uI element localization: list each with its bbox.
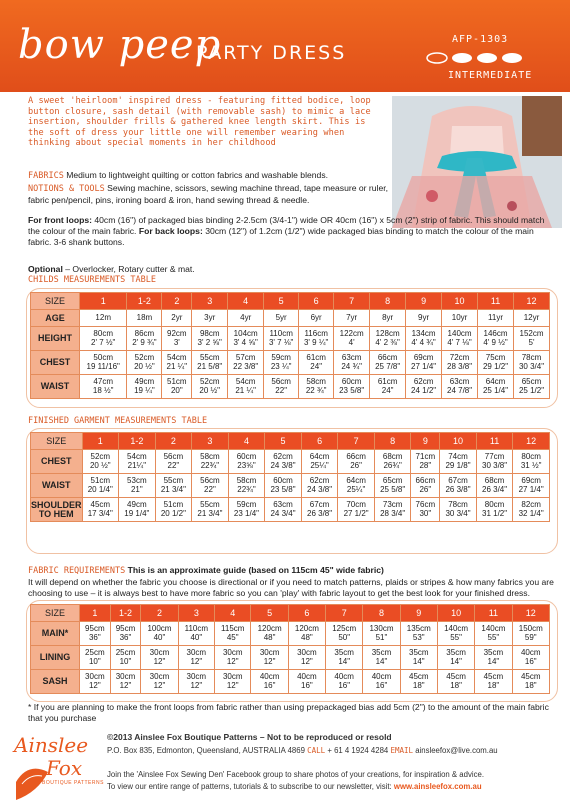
row-label: MAIN*: [31, 622, 80, 646]
table-cell: 76cm 30": [411, 498, 440, 522]
table-cell: 56cm 22": [192, 474, 229, 498]
size-header-cell: 5: [265, 433, 302, 450]
row-label: AGE: [31, 310, 80, 327]
table-cell: 59cm 23 ¼": [264, 351, 299, 375]
table-cell: 63cm 24 ¾": [334, 351, 370, 375]
table-cell: 45cm 17 3/4": [82, 498, 119, 522]
table-cell: 64cm 25 1/4": [478, 375, 514, 399]
front-loops-text: 40cm (16") of packaged bias binding 2-2.5cm (3/4-1") wide OR 40cm (16") x 5cm (2") strip of fabric. This should match the colour of the main fabric.: [28, 215, 545, 236]
size-header-label: SIZE: [31, 293, 80, 310]
table-cell: 40cm 16": [288, 670, 325, 694]
fabrics-label: FABRICS: [28, 171, 64, 181]
size-header-row: [31, 433, 550, 450]
table-cell: 78cm 30 3/4": [440, 498, 477, 522]
table-cell: 128cm 4' 2 ⅜": [370, 327, 406, 351]
table-cell: 75cm 29 1/2": [478, 351, 514, 375]
table-cell: 116cm 3' 9 ¼": [299, 327, 334, 351]
size-header-cell: 12: [512, 605, 549, 622]
email: ainsleefox@live.com.au: [415, 746, 498, 755]
table-cell: 95cm 36": [110, 622, 141, 646]
size-header-cell: 9: [406, 293, 442, 310]
notions-block: [28, 183, 398, 206]
size-header-cell: 1-2: [119, 433, 156, 450]
table-cell: 63cm 24 7/8": [442, 375, 478, 399]
table-cell: 110cm 40": [178, 622, 214, 646]
finished-table: [30, 432, 550, 522]
front-loops-label: For front loops:: [28, 215, 92, 225]
table-cell: 9yr: [406, 310, 442, 327]
pattern-title: bow peep: [18, 22, 222, 68]
table-cell: 58cm 22 ¾": [299, 375, 334, 399]
table-cell: 69cm 27 1/4": [406, 351, 442, 375]
fabric-req-block: [28, 565, 558, 599]
row-label: CHEST: [31, 450, 83, 474]
table-cell: 152cm 5': [514, 327, 550, 351]
size-header-cell: 10: [437, 605, 474, 622]
table-cell: 98cm 3' 2 ⅝": [192, 327, 228, 351]
intro-text: A sweet 'heirloom' inspired dress - featuring fitted bodice, loop button closure, sash detail (with removable sash) to mimic a lace insertion, shoulder frills & gathered knee length skirt. This is the soft of dress your little one will remember wearing when thinking about special moments in her childhood: [28, 96, 371, 149]
table-cell: 30cm 12": [178, 670, 214, 694]
table-cell: 73cm 28 3/4": [374, 498, 411, 522]
fabric-req-heading: This is an approximate guide (based on 115cm 45" wide fabric): [127, 565, 384, 575]
size-header-cell: 2: [155, 433, 192, 450]
table-cell: 78cm 30 3/4": [514, 351, 550, 375]
website-line: [107, 782, 562, 791]
table-cell: 30cm 12": [110, 670, 141, 694]
fabrics-line: [28, 170, 388, 182]
website-link[interactable]: www.ainsleefox.com.au: [393, 782, 482, 791]
table-cell: 4yr: [228, 310, 264, 327]
table-cell: 51cm 20 1/2": [155, 498, 192, 522]
table-cell: 61cm 24": [370, 375, 406, 399]
size-header-cell: 4: [215, 605, 251, 622]
table-cell: 61cm 24": [299, 351, 334, 375]
email-label: EMAIL: [390, 746, 414, 755]
table-cell: 49cm 19 ¼": [127, 375, 162, 399]
row-label: LINING: [31, 646, 80, 670]
table-row: [31, 327, 550, 351]
table-cell: 30cm 12": [80, 670, 111, 694]
table-cell: 30cm 12": [215, 646, 251, 670]
table-cell: 64cm 25¼": [301, 450, 338, 474]
size-header-cell: 7: [334, 293, 370, 310]
table-cell: 35cm 14": [400, 646, 437, 670]
table-cell: 56cm 22": [264, 375, 299, 399]
table-cell: 71cm 28": [411, 450, 440, 474]
table-cell: 12yr: [514, 310, 550, 327]
table-cell: 58cm 22¾": [228, 474, 265, 498]
table-cell: 62cm 24 1/2": [406, 375, 442, 399]
table-cell: 120cm 48": [288, 622, 325, 646]
dress-photo: [392, 96, 562, 228]
table-cell: 100cm 40": [141, 622, 178, 646]
table-cell: 18m: [127, 310, 162, 327]
table-cell: 35cm 14": [437, 646, 474, 670]
size-header-cell: 9: [411, 433, 440, 450]
table-cell: 66cm 25 7/8": [370, 351, 406, 375]
size-header-cell: 11: [478, 293, 514, 310]
finished-table-title: FINISHED GARMENT MEASUREMENTS TABLE: [28, 416, 208, 426]
table-cell: 82cm 32 1/4": [513, 498, 550, 522]
size-header-cell: 1: [82, 433, 119, 450]
table-cell: 80cm 31 ½": [513, 450, 550, 474]
table-row: [31, 310, 550, 327]
table-cell: 30cm 12": [288, 646, 325, 670]
table-row: [31, 498, 550, 522]
size-header-cell: 6: [288, 605, 325, 622]
table-cell: 92cm 3': [162, 327, 192, 351]
size-header-cell: 12: [514, 293, 550, 310]
size-header-cell: 5: [251, 605, 288, 622]
size-header-label: SIZE: [31, 605, 80, 622]
notions-text: Sewing machine, scissors, sewing machine thread, tape measure or ruler, fabric pen/pencil, pins, ironing board & iron, hand sewing thread & needle.: [28, 183, 389, 205]
table-row: [31, 450, 550, 474]
table-cell: 45cm 18": [512, 670, 549, 694]
table-cell: 45cm 18": [437, 670, 474, 694]
size-header-cell: 11: [476, 433, 513, 450]
table-cell: 60cm 23 5/8": [334, 375, 370, 399]
table-cell: 8yr: [370, 310, 406, 327]
size-header-cell: 5: [264, 293, 299, 310]
table-cell: 122cm 4': [334, 327, 370, 351]
size-header-cell: 7: [338, 433, 375, 450]
size-header-label: SIZE: [31, 433, 83, 450]
size-header-cell: 6: [299, 293, 334, 310]
logo-text-3: BOUTIQUE PATTERNS: [42, 780, 104, 786]
table-cell: 30cm 12": [141, 670, 178, 694]
childs-table: [30, 292, 550, 399]
table-cell: 40cm 16": [326, 670, 363, 694]
size-header-row: [31, 605, 550, 622]
table-cell: 51cm 20 1/4": [82, 474, 119, 498]
fabric-req-table: [30, 604, 550, 694]
row-label: SHOULDER TO HEM: [31, 498, 83, 522]
table-cell: 65cm 25 5/8": [374, 474, 411, 498]
childs-table-title: CHILDS MEASUREMENTS TABLE: [28, 275, 156, 285]
table-cell: 120cm 48": [251, 622, 288, 646]
logo-text-2: Fox: [46, 756, 83, 780]
table-cell: 110cm 3' 7 ⅛": [264, 327, 299, 351]
table-cell: 11yr: [478, 310, 514, 327]
table-cell: 63cm 24 3/4": [265, 498, 302, 522]
table-cell: 135cm 53": [400, 622, 437, 646]
table-cell: 30cm 12": [215, 670, 251, 694]
optional-label: Optional: [28, 264, 63, 274]
fabric-req-text: It will depend on whether the fabric you choose is directional or if you need to match patterns, plaids or stripes & how many fabrics you are choosing to use – it is always best to have more fabric so you can 'play' with fabric layout to get the best look for your finished dress.: [28, 577, 554, 598]
facebook-line: Join the 'Ainslee Fox Sewing Den' Facebook group to share photos of your creations, for inspiration & advice.: [107, 770, 485, 779]
size-header-cell: 4: [228, 293, 264, 310]
call-label: CALL: [307, 746, 326, 755]
table-cell: 95cm 36": [80, 622, 111, 646]
table-cell: 40cm 16": [512, 646, 549, 670]
table-cell: 125cm 50": [326, 622, 363, 646]
size-header-cell: 8: [363, 605, 400, 622]
row-label: WAIST: [31, 375, 80, 399]
table-cell: 66cm 26": [338, 450, 375, 474]
table-cell: 140cm 4' 7 ⅛": [442, 327, 478, 351]
table-cell: 150cm 59": [512, 622, 549, 646]
table-cell: 6yr: [299, 310, 334, 327]
table-cell: 10yr: [442, 310, 478, 327]
table-cell: 77cm 30 3/8": [476, 450, 513, 474]
table-row: [31, 622, 550, 646]
table-cell: 104cm 3' 4 ⅝": [228, 327, 264, 351]
logo-text-1: Ainslee: [14, 733, 89, 757]
table-cell: 35cm 14": [363, 646, 400, 670]
table-cell: 25cm 10": [80, 646, 111, 670]
table-cell: 59cm 23 1/4": [228, 498, 265, 522]
table-cell: 134cm 4' 4 ¾": [406, 327, 442, 351]
table-cell: 60cm 23 5/8": [265, 474, 302, 498]
table-cell: 140cm 55": [475, 622, 512, 646]
table-cell: 146cm 4' 9 ½": [478, 327, 514, 351]
table-cell: 7yr: [334, 310, 370, 327]
table-cell: 68cm 26¾": [374, 450, 411, 474]
size-header-cell: 3: [192, 293, 228, 310]
table-cell: 45cm 18": [475, 670, 512, 694]
table-cell: 54cm 21 ¼": [228, 375, 264, 399]
table-cell: 57cm 22 3/8": [228, 351, 264, 375]
pattern-subtitle: PARTY DRESS: [196, 42, 347, 64]
table-cell: 66cm 26": [411, 474, 440, 498]
table-cell: 64cm 25¼": [338, 474, 375, 498]
table-cell: 55cm 21 3/4": [155, 474, 192, 498]
row-label: HEIGHT: [31, 327, 80, 351]
footnote: * If you are planning to make the front loops from fabric rather than using prepackaged bias add 5cm (2") to the amount of the main fabric that you purchase: [28, 702, 549, 723]
table-row: [31, 351, 550, 375]
address: P.O. Box 835, Edmonton, Queensland, AUSTRALIA 4869: [107, 746, 305, 755]
table-row: [31, 670, 550, 694]
table-cell: 72cm 28 3/8": [442, 351, 478, 375]
table-cell: 12m: [80, 310, 127, 327]
table-cell: 47cm 18 ½": [80, 375, 127, 399]
table-cell: 30cm 12": [178, 646, 214, 670]
table-cell: 55cm 21 3/4": [192, 498, 229, 522]
size-header-cell: 8: [370, 293, 406, 310]
table-cell: 55cm 21 5/8": [192, 351, 228, 375]
size-header-cell: 1: [80, 605, 111, 622]
skill-level-icon: [425, 50, 525, 66]
size-header-cell: 7: [326, 605, 363, 622]
notions-label: NOTIONS & TOOLS: [28, 184, 105, 194]
table-cell: 80cm 31 1/2": [476, 498, 513, 522]
phone: + 61 4 1924 4284: [327, 746, 389, 755]
table-cell: 40cm 16": [251, 670, 288, 694]
table-cell: 52cm 20 ½": [192, 375, 228, 399]
table-cell: 40cm 16": [363, 670, 400, 694]
loops-block: [28, 215, 553, 248]
table-cell: 62cm 24 3/8": [301, 474, 338, 498]
table-cell: 49cm 19 1/4": [119, 498, 156, 522]
size-header-cell: 1-2: [127, 293, 162, 310]
table-cell: 30cm 12": [141, 646, 178, 670]
contact-line: [107, 746, 562, 755]
table-cell: 2yr: [162, 310, 192, 327]
optional-text: – Overlocker, Rotary cutter & mat.: [65, 264, 195, 274]
table-cell: 67cm 26 3/8": [301, 498, 338, 522]
pattern-code: AFP-1303: [452, 34, 509, 45]
table-cell: 30cm 12": [251, 646, 288, 670]
table-row: [31, 375, 550, 399]
table-cell: 58cm 22¾": [192, 450, 229, 474]
size-header-cell: 1-2: [110, 605, 141, 622]
website-text: To view our entire range of patterns, tutorials & to subscribe to our newsletter, visit:: [107, 782, 392, 791]
table-cell: 53cm 21": [119, 474, 156, 498]
table-cell: 62cm 24 3/8": [265, 450, 302, 474]
fabrics-text: Medium to lightweight quilting or cotton fabrics and washable blends.: [66, 170, 329, 180]
table-cell: 25cm 10": [110, 646, 141, 670]
copyright: ©2013 Ainslee Fox Boutique Patterns – Not to be reproduced or resold: [107, 732, 392, 742]
size-header-cell: 2: [141, 605, 178, 622]
size-header-row: [31, 293, 550, 310]
table-cell: 70cm 27 1/2": [338, 498, 375, 522]
table-cell: 54cm 21¼": [119, 450, 156, 474]
table-row: [31, 646, 550, 670]
table-cell: 35cm 14": [326, 646, 363, 670]
size-header-cell: 8: [374, 433, 411, 450]
table-cell: 68cm 26 3/4": [476, 474, 513, 498]
table-cell: 140cm 55": [437, 622, 474, 646]
size-header-cell: 10: [442, 293, 478, 310]
size-header-cell: 9: [400, 605, 437, 622]
table-cell: 50cm 19 11/16": [80, 351, 127, 375]
fabric-req-label: FABRIC REQUIREMENTS: [28, 566, 126, 576]
size-header-cell: 4: [228, 433, 265, 450]
table-cell: 45cm 18": [400, 670, 437, 694]
size-header-cell: 3: [192, 433, 229, 450]
size-header-cell: 1: [80, 293, 127, 310]
optional-line: [28, 264, 428, 275]
table-cell: 67cm 26 3/8": [440, 474, 477, 498]
table-cell: 5yr: [264, 310, 299, 327]
back-loops-text: 30cm (12") of 1.2cm (1/2") wide packaged bias binding to match the colour of the main fabric. 3-6 shank buttons.: [28, 226, 534, 247]
skill-level: INTERMEDIATE: [448, 70, 533, 81]
table-cell: 130cm 51": [363, 622, 400, 646]
table-cell: 52cm 20 ½": [127, 351, 162, 375]
row-label: SASH: [31, 670, 80, 694]
row-label: CHEST: [31, 351, 80, 375]
size-header-cell: 12: [513, 433, 550, 450]
table-cell: 115cm 45": [215, 622, 251, 646]
size-header-cell: 6: [301, 433, 338, 450]
table-cell: 80cm 2' 7 ½": [80, 327, 127, 351]
table-cell: 35cm 14": [475, 646, 512, 670]
size-header-cell: 11: [475, 605, 512, 622]
size-header-cell: 2: [162, 293, 192, 310]
table-cell: 51cm 20": [162, 375, 192, 399]
table-cell: 60cm 23⅝": [228, 450, 265, 474]
table-cell: 3yr: [192, 310, 228, 327]
table-cell: 65cm 25 1/2": [514, 375, 550, 399]
size-header-cell: 3: [178, 605, 214, 622]
table-cell: 69cm 27 1/4": [513, 474, 550, 498]
table-row: [31, 474, 550, 498]
size-header-cell: 10: [440, 433, 477, 450]
back-loops-label: For back loops:: [138, 226, 203, 236]
row-label: WAIST: [31, 474, 83, 498]
table-cell: 86cm 2' 9 ¾": [127, 327, 162, 351]
table-cell: 52cm 20 ½": [82, 450, 119, 474]
table-cell: 74cm 29 1/8": [440, 450, 477, 474]
table-cell: 56cm 22": [155, 450, 192, 474]
table-cell: 54cm 21 ¼": [162, 351, 192, 375]
